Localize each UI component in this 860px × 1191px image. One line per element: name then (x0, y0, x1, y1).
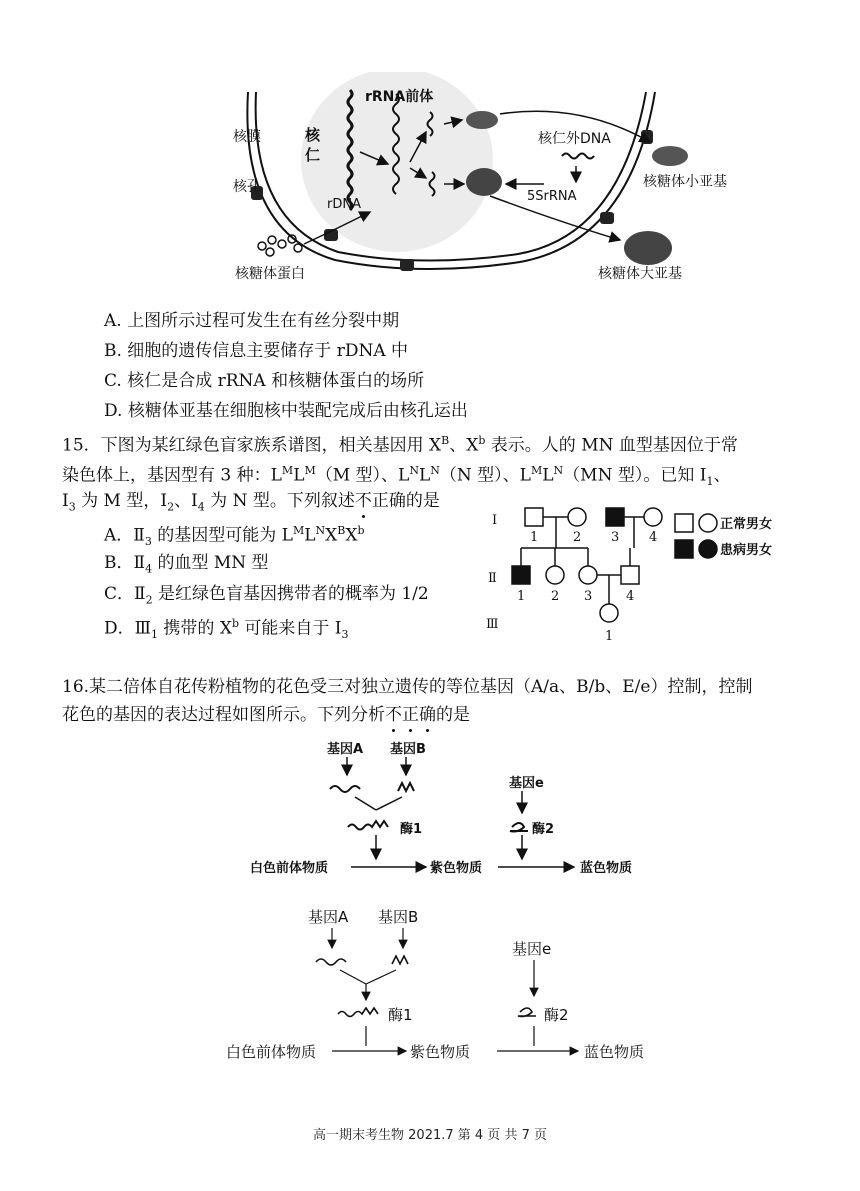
svg-text:1: 1 (530, 530, 539, 545)
label-rrna-precursor: rRNA前体 (365, 89, 434, 105)
I4-female-normal (644, 508, 662, 526)
label-5s-rrna: 5SrRNA (527, 189, 577, 204)
label-extranucleolar-dna: 核仁外DNA (538, 131, 611, 147)
emphasis-char: 确 (419, 705, 436, 725)
legend-normal: 正常男女 (720, 517, 773, 532)
nuclear-pore (641, 130, 653, 144)
pathway1-enzyme1: 酶1 (400, 822, 423, 837)
q15-option-b: B．$Ⅱ_4$ 的血型 MN 型 (104, 553, 269, 576)
pathway2-blue: 蓝色物质 (584, 1043, 645, 1061)
pathway1-white: 白色前体物质 (250, 861, 329, 876)
nuclear-pore (400, 259, 414, 271)
large-subunit-shape (624, 231, 672, 265)
pathway2-enzyme1: 酶1 (388, 1006, 413, 1024)
pathway1-purple: 紫色物质 (430, 861, 483, 876)
pathway2-gene-b: 基因B (378, 908, 419, 926)
q16-stem-line2: 花色的基因的表达过程如图所示。下列分析不正确的是 (62, 705, 470, 725)
II4-male-normal (621, 566, 639, 584)
svg-text:1: 1 (605, 629, 614, 644)
label-ribosomal-protein: 核糖体蛋白 (235, 266, 305, 282)
pathway-diagram-1 (230, 735, 670, 885)
svg-text:3: 3 (611, 530, 620, 545)
q14-option-b: B. 细胞的遗传信息主要储存于 rDNA 中 (104, 341, 409, 361)
III1-female-normal (600, 604, 618, 622)
gen-II-label: Ⅱ (488, 571, 497, 586)
pathway2-white: 白色前体物质 (226, 1043, 317, 1061)
small-subunit-shape (652, 146, 688, 166)
pathway2-gene-a: 基因A (308, 908, 349, 926)
label-small-subunit: 核糖体小亚基 (643, 174, 727, 190)
emphasis-char: 正 (402, 705, 419, 725)
label-nucleolus: 核仁 (305, 126, 321, 164)
I1-male-normal (525, 508, 543, 526)
label-rdna: rDNA (327, 197, 361, 212)
q16-stem-line1: 16.某二倍体自花传粉植物的花色受三对独立遗传的等位基因（A/a、B/b、E/e）控制，控制 (62, 677, 753, 697)
q14-option-a: A. 上图所示过程可发生在有丝分裂中期 (104, 311, 400, 331)
q15-option-a: A．$Ⅱ_3$ 的基因型可能为 $L^ML^NX^BX^b$ (104, 524, 365, 549)
q14-option-d: D. 核糖体亚基在细胞核中装配完成后由核孔运出 (104, 401, 468, 421)
pathway2-gene-e: 基因e (512, 940, 552, 958)
pathway1-enzyme2: 酶2 (532, 822, 555, 837)
label-nuclear-envelope: 核膜 (233, 129, 261, 145)
q15-stem-line3: $I_3$ 为 M 型，$I_2$、$I_4$ 为 N 型。下列叙述不正确的是 (62, 491, 440, 514)
page-footer: 高一期末考生物 2021.7 第 4 页 共 7 页 (313, 1128, 547, 1143)
q15-option-c: C．$Ⅱ_2$ 是红绿色盲基因携带者的概率为 1/2 (104, 584, 429, 607)
II1-male-affected (512, 566, 530, 584)
pathway-diagram-2 (220, 900, 680, 1070)
pedigree-chart (480, 500, 780, 660)
q15-stem-line2: 染色体上，基因型有 3 种：$L^ML^M(M$ 型）、$L^NL^N(N$ 型）、$L^ML^N(MN$ 型）。已知 $I_1$、 (62, 464, 731, 489)
II3-female-normal (579, 566, 597, 584)
I2-female-normal (568, 508, 586, 526)
svg-text:4: 4 (626, 589, 635, 604)
svg-text:1: 1 (517, 589, 526, 604)
label-nuclear-pore: 核孔 (233, 179, 261, 195)
pathway2-enzyme2: 酶2 (544, 1006, 569, 1024)
I3-male-affected (606, 508, 624, 526)
svg-text:2: 2 (573, 530, 582, 545)
q15-stem-line1: 15．下图为某红绿色盲家族系谱图，相关基因用 $X^B$、$X^b$ 表示。人的 MN 血型基因位于常 (62, 434, 738, 456)
pathway2-purple: 紫色物质 (410, 1043, 471, 1061)
pathway1-blue: 蓝色物质 (580, 861, 633, 876)
svg-text:3: 3 (584, 589, 593, 604)
pathway1-gene-b: 基因B (390, 742, 426, 757)
ribosomal-protein-blobs (258, 235, 302, 256)
gen-I-label: I (492, 513, 498, 528)
q14-option-c: C. 核仁是合成 rRNA 和核糖体蛋白的场所 (104, 371, 425, 391)
svg-text:2: 2 (551, 589, 560, 604)
emphasis-char: 不 (385, 705, 402, 725)
II2-female-normal (546, 566, 564, 584)
pathway1-gene-a: 基因A (327, 742, 364, 757)
gen-III-label: Ⅲ (486, 617, 499, 632)
nuclear-pore (600, 212, 614, 224)
label-large-subunit: 核糖体大亚基 (598, 266, 682, 282)
legend-affected: 患病男女 (720, 543, 773, 558)
svg-text:4: 4 (649, 530, 658, 545)
pathway1-gene-e: 基因e (509, 776, 544, 791)
q15-option-d: D．$Ⅲ_1$ 携带的 $X^b$ 可能来自于 $I_3$ (104, 617, 349, 642)
